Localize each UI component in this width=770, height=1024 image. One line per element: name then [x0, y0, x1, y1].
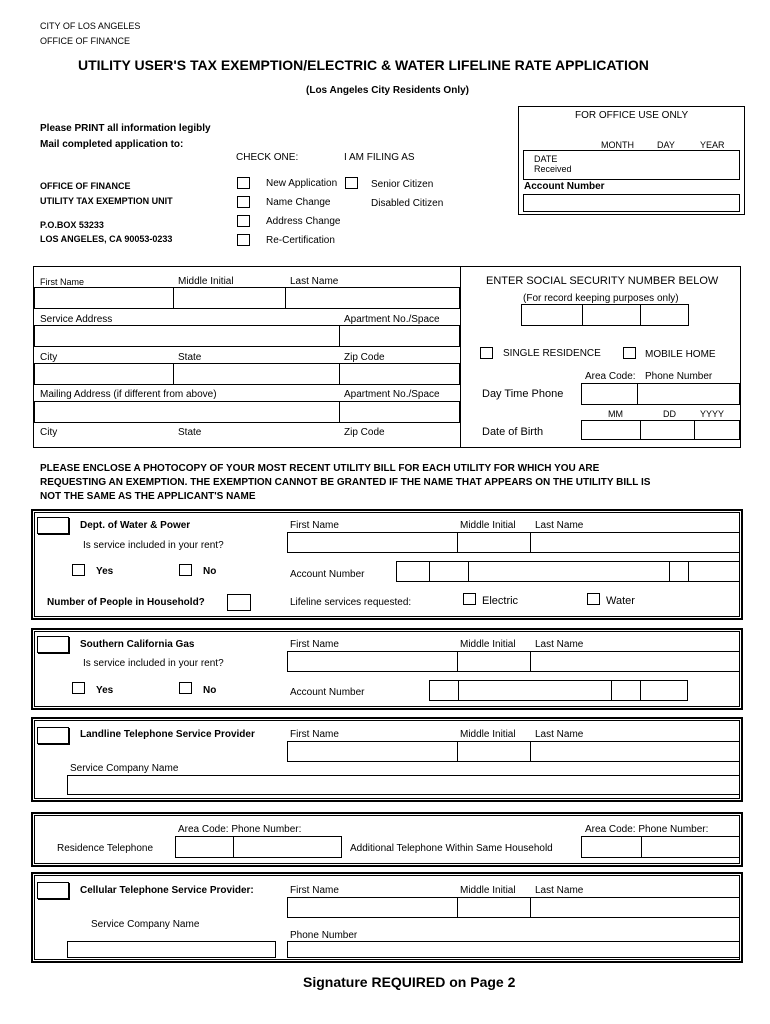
notice-line: NOT THE SAME AS THE APPLICANT'S NAME	[40, 491, 256, 502]
first-name-label: First Name	[290, 729, 339, 740]
field-divider	[640, 420, 641, 440]
field-divider	[457, 532, 458, 553]
single-residence-label: SINGLE RESIDENCE	[503, 348, 601, 359]
apartment-label: Apartment No./Space	[344, 389, 440, 400]
address-change-label: Address Change	[266, 216, 341, 227]
middle-initial-label: Middle Initial	[460, 520, 516, 531]
electric-checkbox[interactable]	[463, 593, 476, 605]
field-divider	[582, 304, 583, 326]
gas-no-label: No	[203, 685, 217, 696]
day-phone-label: Day Time Phone	[482, 388, 564, 400]
name-change-label: Name Change	[266, 197, 331, 208]
field-divider	[611, 680, 612, 701]
first-name-label: First Name	[290, 520, 339, 531]
mail-address-line: UTILITY TAX EXEMPTION UNIT	[40, 196, 173, 206]
rent-question: Is service included in your rent?	[83, 540, 224, 551]
middle-initial-label: Middle Initial	[178, 276, 234, 287]
last-name-label: Last Name	[535, 639, 584, 650]
dob-field[interactable]	[581, 420, 740, 440]
cellular-select-checkbox[interactable]	[37, 882, 69, 899]
field-divider	[694, 420, 695, 440]
lifeline-label: Lifeline services requested:	[290, 597, 412, 608]
field-divider	[640, 680, 641, 701]
field-divider	[669, 561, 670, 582]
phone-number-label: Phone Number	[290, 930, 358, 941]
field-divider	[457, 897, 458, 918]
dwp-name-field[interactable]	[287, 532, 740, 553]
gas-account-field[interactable]	[429, 680, 688, 701]
residence-telephone-label: Residence Telephone	[57, 843, 154, 854]
account-number-field[interactable]	[523, 194, 740, 212]
dd-label: DD	[663, 409, 676, 419]
notice-line: PLEASE ENCLOSE A PHOTOCOPY OF YOUR MOST RECENT UTILITY BILL FOR EACH UTILITY FOR WHICH YOU ARE	[40, 463, 600, 474]
service-address-label: Service Address	[40, 314, 113, 325]
field-divider	[429, 561, 430, 582]
area-code-label: Area Code:	[585, 371, 636, 382]
dwp-select-checkbox[interactable]	[37, 517, 69, 534]
field-divider	[458, 680, 459, 701]
middle-initial-label: Middle Initial	[460, 729, 516, 740]
service-company-label: Service Company Name	[91, 919, 200, 930]
field-divider	[637, 383, 638, 405]
field-divider	[285, 287, 286, 309]
mailing-address-label: Mailing Address (if different from above)	[40, 389, 217, 400]
account-number-label: Account Number	[290, 687, 365, 698]
household-people-field[interactable]	[227, 594, 251, 611]
mail-address-line: LOS ANGELES, CA 90053-0233	[40, 234, 173, 244]
mail-instruction: Mail completed application to:	[40, 139, 184, 150]
landline-name-field[interactable]	[287, 741, 740, 762]
additional-phone-field[interactable]	[581, 836, 740, 858]
landline-title: Landline Telephone Service Provider	[80, 729, 255, 740]
gas-name-field[interactable]	[287, 651, 740, 672]
field-divider	[640, 304, 641, 326]
field-divider	[530, 741, 531, 762]
field-divider	[468, 561, 469, 582]
name-change-checkbox[interactable]	[237, 196, 250, 208]
ssn-field[interactable]	[521, 304, 689, 326]
field-divider	[641, 836, 642, 858]
filing-as-label: I AM FILING AS	[344, 152, 415, 163]
first-name-label: First Name	[290, 639, 339, 650]
field-divider	[339, 325, 340, 347]
year-label: YEAR	[700, 140, 725, 150]
field-divider	[339, 401, 340, 423]
last-name-label: Last Name	[535, 729, 584, 740]
field-divider	[173, 287, 174, 309]
office-name: OFFICE OF FINANCE	[40, 36, 130, 46]
dwp-no-label: No	[203, 566, 217, 577]
field-divider	[233, 836, 234, 858]
additional-telephone-label: Additional Telephone Within Same Household	[350, 843, 553, 854]
field-divider	[457, 651, 458, 672]
dob-label: Date of Birth	[482, 426, 544, 438]
day-label: DAY	[657, 140, 675, 150]
cellular-phone-field[interactable]	[287, 941, 740, 958]
dwp-yes-label: Yes	[96, 566, 114, 577]
dwp-no-checkbox[interactable]	[179, 564, 192, 576]
notice-line: REQUESTING AN EXEMPTION. THE EXEMPTION CANNOT BE GRANTED IF THE NAME THAT APPEARS ON THE UTILITY BILL IS	[40, 477, 651, 488]
disabled-citizen-label: Disabled Citizen	[371, 198, 444, 209]
water-label: Water	[606, 595, 635, 607]
gas-title: Southern California Gas	[80, 639, 195, 650]
page-subtitle: (Los Angeles City Residents Only)	[306, 85, 469, 96]
account-number-label: Account Number	[524, 181, 605, 192]
dwp-title: Dept. of Water & Power	[80, 520, 191, 531]
area-phone-label: Area Code: Phone Number:	[585, 824, 709, 835]
address-change-checkbox[interactable]	[237, 215, 250, 227]
new-application-label: New Application	[266, 178, 338, 189]
last-name-label: Last Name	[290, 276, 339, 287]
ssn-title: ENTER SOCIAL SECURITY NUMBER BELOW	[486, 275, 719, 287]
field-divider	[530, 651, 531, 672]
residence-phone-field[interactable]	[175, 836, 342, 858]
account-number-label: Account Number	[290, 569, 365, 580]
gas-no-checkbox[interactable]	[179, 682, 192, 694]
gas-yes-checkbox[interactable]	[72, 682, 85, 694]
landline-company-field[interactable]	[67, 775, 740, 795]
ssn-note: (For record keeping purposes only)	[523, 293, 679, 304]
city-name: CITY OF LOS ANGELES	[40, 21, 141, 31]
zip-label: Zip Code	[344, 352, 385, 363]
senior-citizen-label: Senior Citizen	[371, 179, 434, 190]
last-name-label: Last Name	[535, 885, 584, 896]
page-title: UTILITY USER'S TAX EXEMPTION/ELECTRIC & WATER LIFELINE RATE APPLICATION	[78, 57, 649, 73]
applicant-name-field[interactable]	[34, 287, 460, 309]
mailing-address-field[interactable]	[34, 401, 460, 423]
check-one-label: CHECK ONE:	[236, 152, 299, 163]
area-phone-label: Area Code: Phone Number:	[178, 824, 302, 835]
cellular-name-field[interactable]	[287, 897, 740, 918]
dwp-yes-checkbox[interactable]	[72, 564, 85, 576]
received-label: Received	[534, 164, 572, 174]
gas-yes-label: Yes	[96, 685, 114, 696]
month-label: MONTH	[601, 140, 634, 150]
rent-question: Is service included in your rent?	[83, 658, 224, 669]
state-label: State	[178, 352, 202, 363]
middle-initial-label: Middle Initial	[460, 639, 516, 650]
city-label: City	[40, 427, 58, 438]
field-divider	[530, 897, 531, 918]
print-instruction: Please PRINT all information legibly	[40, 123, 211, 134]
first-name-label: First Name	[290, 885, 339, 896]
mail-address-line: OFFICE OF FINANCE	[40, 181, 131, 191]
new-application-checkbox[interactable]	[237, 177, 250, 189]
day-phone-field[interactable]	[581, 383, 740, 405]
city-state-zip-field[interactable]	[34, 363, 460, 385]
middle-initial-label: Middle Initial	[460, 885, 516, 896]
first-name-label: First Name	[40, 277, 85, 287]
service-company-label: Service Company Name	[70, 763, 179, 774]
apartment-label: Apartment No./Space	[344, 314, 440, 325]
senior-citizen-checkbox[interactable]	[345, 177, 358, 189]
field-divider	[339, 363, 340, 385]
last-name-label: Last Name	[535, 520, 584, 531]
section-divider	[460, 266, 461, 448]
zip-label: Zip Code	[344, 427, 385, 438]
household-people-label: Number of People in Household?	[47, 597, 205, 608]
mobile-home-checkbox[interactable]	[623, 347, 636, 359]
field-divider	[173, 363, 174, 385]
city-label: City	[40, 352, 58, 363]
signature-notice: Signature REQUIRED on Page 2	[303, 974, 516, 990]
state-label: State	[178, 427, 202, 438]
service-address-field[interactable]	[34, 325, 460, 347]
mobile-home-label: MOBILE HOME	[645, 349, 716, 360]
recertification-checkbox[interactable]	[237, 234, 250, 246]
field-divider	[530, 532, 531, 553]
field-divider	[688, 561, 689, 582]
single-residence-checkbox[interactable]	[480, 347, 493, 359]
field-divider	[457, 741, 458, 762]
date-label: DATE	[534, 154, 558, 164]
water-checkbox[interactable]	[587, 593, 600, 605]
gas-select-checkbox[interactable]	[37, 636, 69, 653]
landline-select-checkbox[interactable]	[37, 727, 69, 744]
cellular-title: Cellular Telephone Service Provider:	[80, 885, 254, 896]
recertification-label: Re-Certification	[266, 235, 335, 246]
electric-label: Electric	[482, 595, 519, 607]
cellular-company-field[interactable]	[67, 941, 276, 958]
mail-address-line: P.O.BOX 53233	[40, 220, 104, 230]
yyyy-label: YYYY	[700, 409, 725, 419]
mm-label: MM	[608, 409, 623, 419]
phone-number-label: Phone Number	[645, 371, 713, 382]
office-use-title: FOR OFFICE USE ONLY	[575, 110, 689, 121]
